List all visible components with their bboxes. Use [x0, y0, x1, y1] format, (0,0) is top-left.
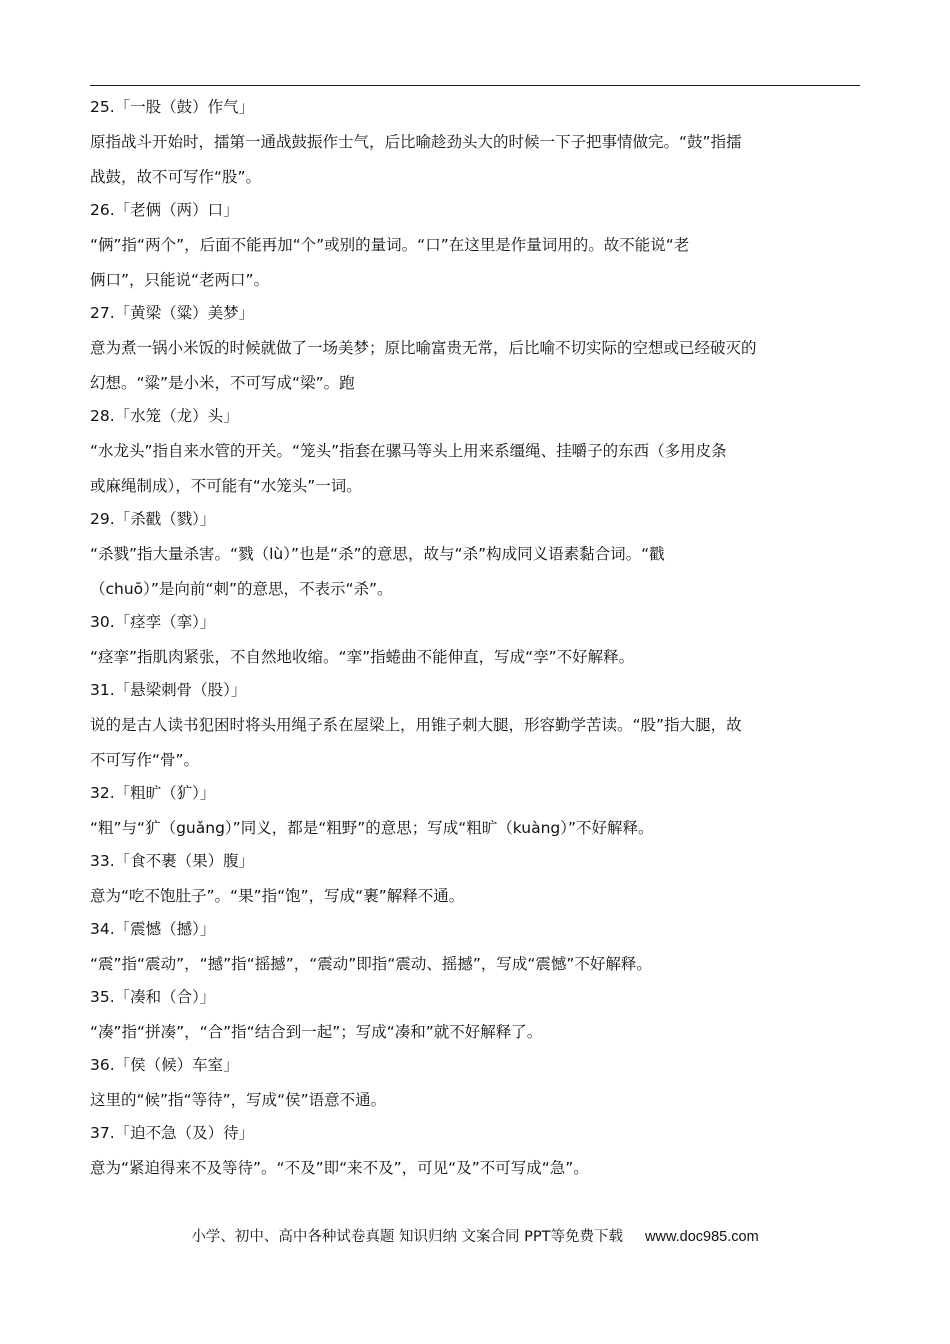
entry-body-line: 意为“紧迫得来不及等待”。“不及”即“来不及”，可见“及”不可写成“急”。: [90, 1159, 589, 1177]
entry-title: 26.「老俩（两）口」: [90, 201, 239, 219]
entry-title: 37.「迫不急（及）待」: [90, 1124, 255, 1142]
entry-body: [90, 537, 860, 607]
entry-body-line: 原指战斗开始时，擂第一通战鼓振作士气，后比喻趁劲头大的时候一下子把事情做完。“鼓”指擂: [90, 133, 742, 151]
entry-body: [90, 434, 860, 504]
entry-body: [90, 125, 860, 195]
entry-body: [90, 1015, 860, 1050]
entry-body-line: 战鼓，故不可写作“股”。: [90, 168, 262, 186]
entry-title: 27.「黄梁（粱）美梦」: [90, 304, 255, 322]
entry-body: [90, 879, 860, 914]
entry-body-line: 意为煮一锅小米饭的时候就做了一场美梦；原比喻富贵无常，后比喻不切实际的空想或已经破灭的: [90, 339, 757, 357]
entry: [90, 987, 860, 1050]
entry-title: 34.「震憾（撼）」: [90, 920, 216, 938]
entry-body-line: “震”指“震动”，“撼”指“摇撼”，“震动”即指“震动、摇撼”，写成“震憾”不好解释。: [90, 955, 652, 973]
document-body: [90, 92, 860, 1186]
entry-title: 28.「水笼（龙）头」: [90, 407, 239, 425]
entry-body-line: 这里的“候”指“等待”，写成“侯”语意不通。: [90, 1091, 387, 1109]
entry-body-line: 俩口”，只能说“老两口”。: [90, 271, 270, 289]
entry-body-line: “粗”与“犷（guǎng）”同义，都是“粗野”的意思；写成“粗旷（kuàng）”不好解释。: [90, 819, 654, 837]
entry: [90, 509, 860, 607]
entry: [90, 783, 860, 846]
entry: [90, 680, 860, 778]
entry-title: 25.「一股（鼓）作气」: [90, 98, 255, 116]
entry-body: [90, 228, 860, 298]
entry-body-line: “痉挛”指肌肉紧张，不自然地收缩。“挛”指蜷曲不能伸直，写成“孪”不好解释。: [90, 648, 635, 666]
page-footer: [0, 1225, 950, 1246]
entry: [90, 851, 860, 914]
entry-body-line: 说的是古人读书犯困时将头用绳子系在屋梁上，用锥子刺大腿，形容勤学苦读。“股”指大腿，故: [90, 716, 742, 734]
entry-title: 31.「悬梁刺骨（股）」: [90, 681, 247, 699]
entry-title: 32.「粗旷（犷）」: [90, 784, 216, 802]
entry: [90, 612, 860, 675]
footer-url[interactable]: www.doc985.com: [645, 1229, 759, 1245]
entry: [90, 97, 860, 195]
entry: [90, 919, 860, 982]
entry-title: 30.「痉孪（挛）」: [90, 613, 216, 631]
entry-body-line: 幻想。“粱”是小米，不可写成“梁”。跑: [90, 374, 355, 392]
header-rule: [90, 85, 860, 86]
entry-body-line: 意为“吃不饱肚子”。“果”指“饱”，写成“裹”解释不通。: [90, 887, 465, 905]
entry: [90, 1123, 860, 1186]
entry-body: [90, 947, 860, 982]
entry: [90, 406, 860, 504]
entry-title: 35.「凑和（合）」: [90, 988, 216, 1006]
entry-body: [90, 640, 860, 675]
entry-body-line: “俩”指“两个”，后面不能再加“个”或别的量词。“口”在这里是作量词用的。故不能说“老: [90, 236, 690, 254]
entry: [90, 200, 860, 298]
entry-body-line: 或麻绳制成），不可能有“水笼头”一词。: [90, 477, 362, 495]
entry-title: 29.「杀戳（戮）」: [90, 510, 216, 528]
entry-body-line: “凑”指“拼凑”，“合”指“结合到一起”；写成“凑和”就不好解释了。: [90, 1023, 543, 1041]
entry-body: [90, 811, 860, 846]
entry-body-line: 不可写作“骨”。: [90, 751, 200, 769]
entry-body: [90, 1151, 860, 1186]
entry: [90, 1055, 860, 1118]
footer-text: 小学、初中、高中各种试卷真题 知识归纳 文案合同 PPT等免费下载: [191, 1229, 624, 1245]
entry-title: 36.「侯（候）车室」: [90, 1056, 239, 1074]
entry-body: [90, 1083, 860, 1118]
entry-body-line: “水龙头”指自来水管的开关。“笼头”指套在骡马等头上用来系缰绳、挂嚼子的东西（多用皮条: [90, 442, 727, 460]
entry-body-line: “杀戮”指大量杀害。“戮（lù）”也是“杀”的意思，故与“杀”构成同义语素黏合词。“戳: [90, 545, 665, 563]
entry-title: 33.「食不裹（果）腹」: [90, 852, 255, 870]
entry-body: [90, 708, 860, 778]
entry: [90, 303, 860, 401]
entry-body: [90, 331, 860, 401]
entry-body-line: （chuō）”是向前“刺”的意思，不表示“杀”。: [90, 580, 393, 598]
